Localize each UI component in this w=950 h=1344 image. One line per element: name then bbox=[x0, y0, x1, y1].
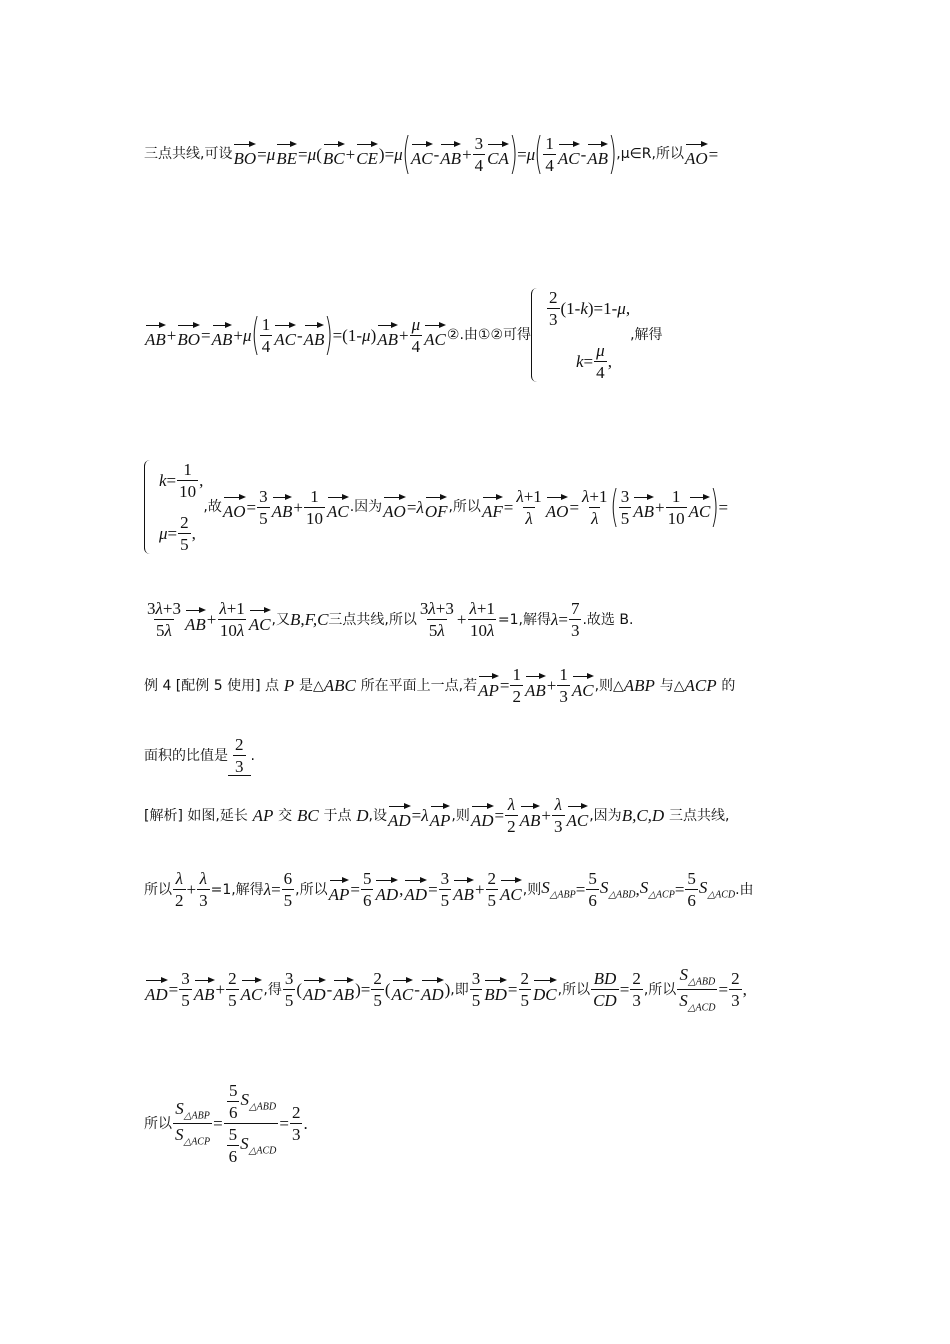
text: 于点 bbox=[323, 807, 352, 824]
example-label: 例 4 [配例 5 使用] 点 bbox=[144, 677, 279, 694]
solution-line-3: AD = $\frac{3}{5}$ AB + $\frac{2}{5}$ AC ,得 $\frac{3}{5}$ ( AD - AB )= $\frac{2}{5}$ ( AC - AD ) ,即 $\frac{3}{5}$ BD = $\frac{2}{5}$ DC ,所以 $\frac{BD}{CD}$ = $\frac{2}{3}$ ,所以 $\frac{S_{\triangle ABD}}{S_{\triangle ACD}}$ = $\frac{2}{3}$ , bbox=[145, 965, 747, 1014]
solution-system: k = $\frac{1}{10}$ , μ = $\frac{2}{5}$ , bbox=[144, 460, 203, 554]
text: .因为 bbox=[349, 499, 383, 515]
text: D bbox=[356, 806, 369, 825]
text: .故选 B. bbox=[582, 611, 634, 628]
text: 所以 bbox=[144, 1115, 172, 1132]
text: 3 bbox=[235, 757, 244, 776]
text: 所在平面上一点,若 bbox=[360, 677, 478, 694]
text: ,所以 bbox=[643, 981, 677, 998]
text: ,则△ bbox=[594, 677, 624, 694]
text: ,所以 bbox=[295, 881, 328, 898]
text: 面积的比值是 bbox=[144, 748, 228, 764]
text: AP bbox=[252, 806, 274, 825]
text: .由 bbox=[735, 881, 754, 898]
text: B,C,D bbox=[621, 806, 665, 825]
text: ,设 bbox=[368, 807, 387, 824]
text: ,则 bbox=[451, 807, 470, 824]
text: ABC bbox=[323, 676, 356, 695]
line-3: k = $\frac{1}{10}$ , μ = $\frac{2}{5}$ , ,故 AO = $\frac{3}{5}$ AB + $\frac{1}{10}$ AC .因为 AO = λ OF ,所以 AF = $\frac{\lambda+1}{\lambda}$ AO = $\frac{\lambda+1}{\lambda}$ ( $\frac{3}{5}$ AB + $\frac{1}{10}$ AC ) = bbox=[144, 460, 728, 554]
line-4: $\frac{3\lambda+3}{5\lambda}$ AB + $\frac{\lambda+1}{10\lambda}$ AC ,又 B,F,C 三点共线,所以 $\frac{3\lambda+3}{5\lambda}$ + $\frac{\lambda+1}{10\lambda}$ =1,解得 λ = $\frac{7}{3}$ .故选 B. bbox=[147, 599, 634, 640]
text: ,则 bbox=[522, 881, 542, 898]
text: ,所以 bbox=[557, 981, 591, 998]
text: 是△ bbox=[298, 677, 324, 694]
text: ACP bbox=[684, 676, 717, 695]
line-6 bbox=[144, 736, 255, 776]
vector-BO: BO bbox=[233, 141, 256, 167]
text: 三点共线, bbox=[668, 807, 730, 824]
solution-line-2: 所以 $\frac{\lambda}{2}$ + $\frac{\lambda}{3}$ =1,解得 λ = $\frac{6}{5}$ ,所以 AP = $\frac{5}{6}$ AD , AD = $\frac{3}{5}$ AB + $\frac{2}{5}$ AC ,则 $S_{\triangle ABP}$ = $\frac{5}{6}$ $S_{\triangle ABD}$ , $S_{\triangle ACP}$ = $\frac{5}{6}$ $S_{\triangle ACD}$ .由 bbox=[144, 869, 754, 910]
example-4-statement: 例 4 [配例 5 使用] 点 P 是△ ABC 所在平面上一点,若 AP = $\frac{1}{2}$ AB + $\frac{1}{3}$ AC ,则△ ABP 与△ ACP 的 bbox=[144, 665, 736, 706]
solution-line-4: 所以 $\frac{S_{\triangle ABP}}{S_{\triangle ACP}}$ = $\frac{5}{6}$ $S_{\triangle ABD}$ $\frac{5}{6}$ $S_{\triangle ACD}$ = $\frac{2}{3}$ . bbox=[144, 1081, 308, 1166]
text: =1,解得 bbox=[497, 611, 551, 628]
text: ,μ∈R,所以 bbox=[616, 146, 684, 162]
text: 与△ bbox=[659, 677, 685, 694]
text: 的 bbox=[721, 677, 736, 694]
text: ②.由①②可得 bbox=[446, 327, 531, 343]
line-2: AB + BO = AB + μ ( $\frac{1}{4}$ AC - AB ) =(1- μ ) AB + $\frac{\mu}{4}$ AC ②.由①②可得 $\frac{2}{3}$ (1- k )=1- μ , k = $\frac{\mu}{4}$ , ,解得 bbox=[145, 288, 663, 382]
text: 三点共线,所以 bbox=[328, 611, 417, 628]
text: ,又 bbox=[271, 611, 290, 628]
text: ,故 bbox=[203, 499, 222, 515]
text: ,所以 bbox=[448, 499, 481, 515]
text: 2 bbox=[235, 735, 244, 754]
text: =1,解得 bbox=[210, 881, 264, 898]
text: ,因为 bbox=[589, 807, 622, 824]
text: 所以 bbox=[144, 881, 172, 898]
solution-label: [解析] 如图,延长 bbox=[144, 807, 248, 824]
text: 三点共线,可设 bbox=[144, 146, 233, 162]
line-1: 三点共线,可设 BO = μ BE = μ ( BC + CE )= μ ( AC - AB + $\frac{3}{4}$ CA ) = μ ( $\frac{1}{4}$ AC - AB ) ,μ∈R,所以 AO = bbox=[144, 128, 719, 179]
text: ABP bbox=[623, 676, 655, 695]
text: 交 bbox=[278, 807, 293, 824]
text: ,得 bbox=[263, 981, 282, 998]
text: ,解得 bbox=[630, 327, 663, 343]
equation-system: $\frac{2}{3}$ (1- k )=1- μ , k = $\frac{\mu}{4}$ , bbox=[531, 288, 630, 382]
text: BC bbox=[296, 806, 319, 825]
solution-line-1: [解析] 如图,延长 AP 交 BC 于点 D ,设 AD = λ AP ,则 AD = $\frac{\lambda}{2}$ AB + $\frac{\lambda}{3}$ AC ,因为 B,C,D 三点共线, bbox=[144, 795, 730, 836]
answer-blank bbox=[228, 736, 251, 776]
text: P bbox=[283, 676, 295, 695]
text: ,即 bbox=[450, 981, 469, 998]
text: . bbox=[250, 748, 255, 764]
